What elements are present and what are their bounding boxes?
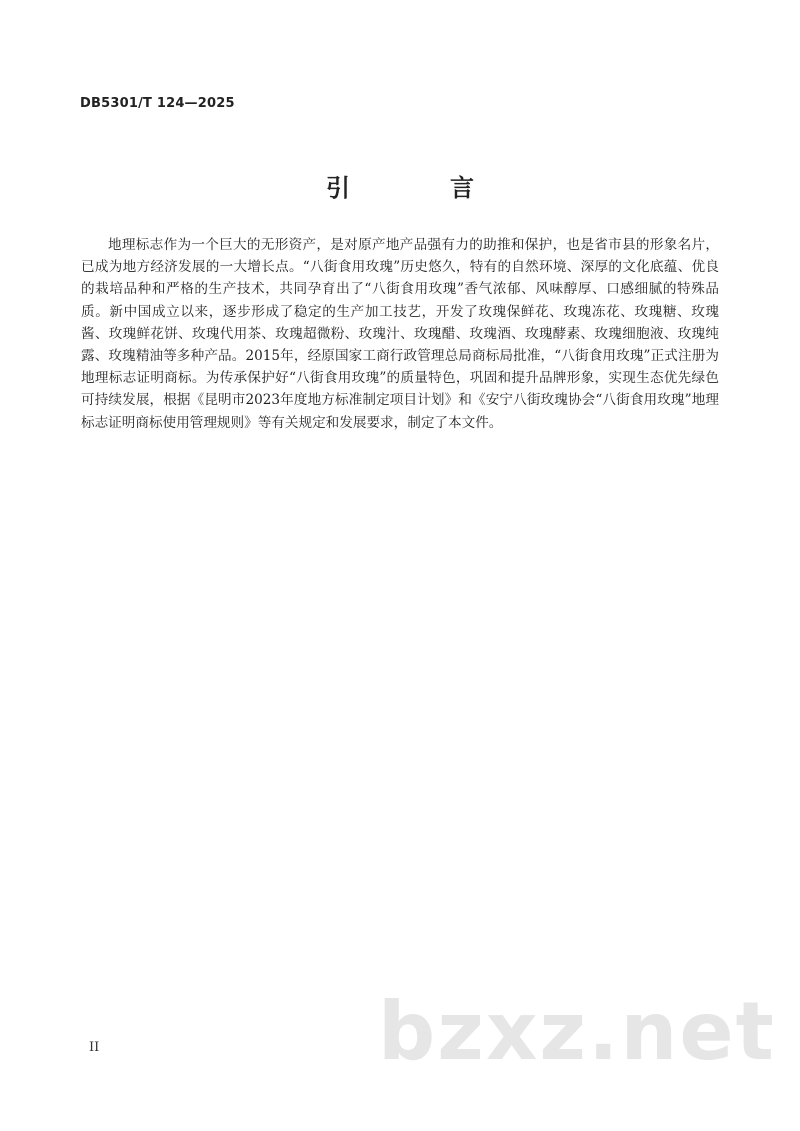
page-title: 引 言 — [326, 174, 512, 202]
watermark-logo: bzxz.net — [378, 985, 776, 1078]
introduction-paragraph: 地理标志作为一个巨大的无形资产，是对原产地产品强有力的助推和保护，也是省市县的形象名片，已成为地方经济发展的一大增长点。“八街食用玫瑰”历史悠久，特有的自然环境、深厚的文化底蕴、优良的栽培品种和严格的生产技术，共同孕育出了“八街食用玫瑰”香气浓郁、风味醇厚、口感细腻的特殊品质。新中国成立以来，逐步形成了稳定的生产加工技艺，开发了玫瑰保鲜花、玫瑰冻花、玫瑰糖、玫瑰酱、玫瑰鲜花饼、玫瑰代用茶、玫瑰超微粉、玫瑰汁、玫瑰醋、玫瑰酒、玫瑰酵素、玫瑰细胞液、玫瑰纯露、玫瑰精油等多种产品。2015年，经原国家工商行政管理总局商标局批准，“八街食用玫瑰”正式注册为地理标志证明商标。为传承保护好“八街食用玫瑰”的质量特色，巩固和提升品牌形象，实现生态优先绿色可持续发展，根据《昆明市2023年度地方标准制定项目计划》和《安宁八街玫瑰协会“八街食用玫瑰”地理标志证明商标使用管理规则》等有关规定和发展要求，制定了本文件。 — [81, 237, 719, 431]
standard-code: DB5301/T 124—2025 — [80, 96, 235, 111]
page-number: II — [89, 1040, 100, 1055]
